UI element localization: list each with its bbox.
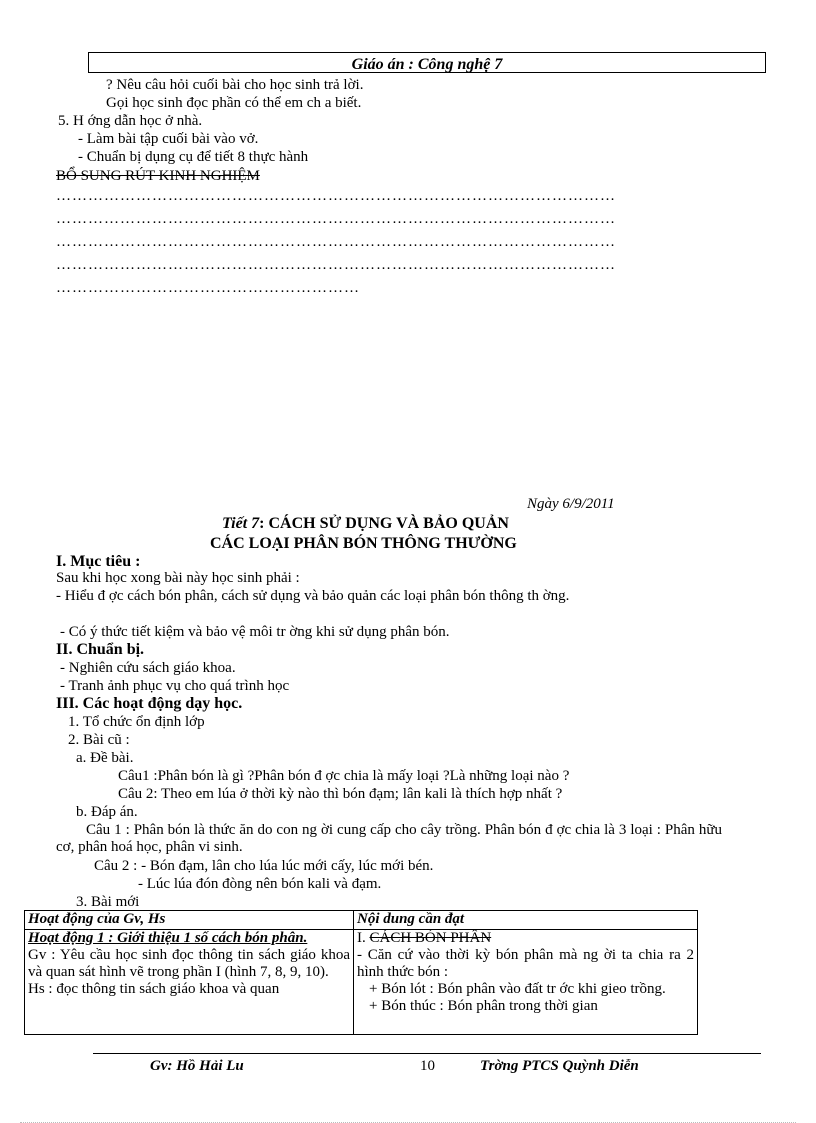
prev-line-4: - Làm bài tập cuối bài vào vở. bbox=[78, 131, 259, 147]
section-2-heading: II. Chuẩn bị. bbox=[56, 641, 145, 658]
header-box bbox=[88, 52, 766, 73]
footer-divider bbox=[93, 1053, 761, 1054]
dotted-line-3: …………………………………………………………………………………………… bbox=[56, 234, 616, 250]
section-2-bullet-1: - Nghiên cứu sách giáo khoa. bbox=[60, 660, 236, 676]
content-para-3: + Bón thúc : Bón phân trong thời gian bbox=[369, 998, 598, 1014]
section-1-heading: I. Mục tiêu : bbox=[56, 553, 141, 570]
section-2-bullet-2: - Tranh ảnh phục vụ cho quá trình học bbox=[60, 678, 290, 694]
prev-line-5: - Chuẩn bị dụng cụ để tiết 8 thực hành bbox=[78, 149, 309, 165]
content-heading bbox=[357, 930, 694, 947]
tiet-label: Tiết 7 bbox=[222, 515, 260, 532]
dotted-line-1: …………………………………………………………………………………………… bbox=[56, 188, 616, 204]
prev-line-1: ? Nêu câu hỏi cuối bài cho học sinh trả lời. bbox=[106, 77, 364, 93]
table-cell-activity bbox=[25, 930, 354, 1035]
table-row bbox=[25, 930, 698, 1035]
dotted-line-4: …………………………………………………………………………………………… bbox=[56, 257, 616, 273]
table-header-activity: Hoạt động của Gv, Hs bbox=[25, 911, 354, 930]
title-text-1: : CÁCH SỬ DỤNG VÀ BẢO QUẢN bbox=[259, 515, 509, 532]
content-para-1: - Căn cứ vào thời kỳ bón phân mà ng ời ta chia ra 2 hình thức bón : bbox=[357, 947, 694, 980]
footer-teacher: Gv: Hồ Hải Lu bbox=[150, 1058, 244, 1074]
prev-line-3: 5. H ớng dẫn học ở nhà. bbox=[58, 113, 203, 129]
activity-1-title: Hoạt động 1 : Giới thiệu 1 số cách bón phân. bbox=[28, 930, 308, 946]
section-3-item-a: a. Đề bài. bbox=[76, 750, 134, 766]
question-1: Câu1 :Phân bón là gì ?Phân bón đ ợc chia là mấy loại ?Là những loại nào ? bbox=[118, 768, 570, 784]
section-1-intro: Sau khi học xong bài này học sinh phải : bbox=[56, 570, 300, 586]
activity-1-gv: Gv : Yêu cầu học sinh đọc thông tin sách giáo khoa và quan sát hình vẽ trong phần I (hình 7, 8, 9, 10). bbox=[28, 947, 350, 980]
section-1-bullet-2: - Có ý thức tiết kiệm và bảo vệ môi tr ờng khi sử dụng phân bón. bbox=[60, 624, 450, 640]
activity-1-hs: Hs : đọc thông tin sách giáo khoa và quan bbox=[28, 981, 280, 997]
question-2: Câu 2: Theo em lúa ở thời kỳ nào thì bón đạm; lân kali là thích hợp nhất ? bbox=[118, 786, 563, 802]
content-heading-text: CÁCH BÓN PHÂN bbox=[369, 930, 492, 946]
header-title: Giáo án : Công nghệ 7 bbox=[351, 56, 503, 73]
footer-page-number: 10 bbox=[420, 1058, 435, 1074]
dotted-line-2: …………………………………………………………………………………………… bbox=[56, 211, 616, 227]
dotted-line-5: ………………………………………………… bbox=[56, 280, 360, 296]
lesson-date: Ngày 6/9/2011 bbox=[527, 496, 615, 512]
bosung-heading: BỔ SUNG RÚT KINH NGHIỆM bbox=[56, 168, 260, 184]
section-1-bullet-1: - Hiểu đ ợc cách bón phân, cách sử dụng và bảo quản các loại phân bón thông th ờng. bbox=[56, 588, 570, 604]
lesson-title-line-2: CÁC LOẠI PHÂN BÓN THÔNG THƯỜNG bbox=[210, 535, 517, 552]
section-3-item-1: 1. Tổ chức ổn định lớp bbox=[68, 714, 205, 730]
footer-school: Trờng PTCS Quỳnh Diễn bbox=[480, 1058, 639, 1074]
answer-2-continued: - Lúc lúa đón đòng nên bón kali và đạm. bbox=[138, 876, 382, 892]
section-3-item-b: b. Đáp án. bbox=[76, 804, 138, 820]
activity-table bbox=[24, 910, 698, 1035]
section-3-item-3: 3. Bài mới bbox=[76, 894, 140, 910]
table-header-content: Nội dung cần đạt bbox=[354, 911, 698, 930]
table-header-row bbox=[25, 911, 698, 930]
content-para-2: + Bón lót : Bón phân vào đất tr ớc khi gieo trồng. bbox=[369, 981, 666, 997]
answer-2: Câu 2 : - Bón đạm, lân cho lúa lúc mới cấy, lúc mới bén. bbox=[94, 858, 434, 874]
section-3-heading: III. Các hoạt động dạy học. bbox=[56, 695, 243, 712]
content-heading-number: I. bbox=[357, 930, 370, 946]
table-cell-content bbox=[354, 930, 698, 1035]
answer-1: Câu 1 : Phân bón là thức ăn do con ng ời cung cấp cho cây trồng. Phân bón đ ợc chia là 3 loại : Phân hữu cơ, phân hoá học, phân vi sinh. bbox=[56, 822, 722, 855]
prev-line-2: Gọi học sinh đọc phần có thể em ch a biết. bbox=[106, 95, 362, 111]
section-3-item-2: 2. Bài cũ : bbox=[68, 732, 130, 748]
lesson-title-line-1 bbox=[222, 515, 509, 532]
